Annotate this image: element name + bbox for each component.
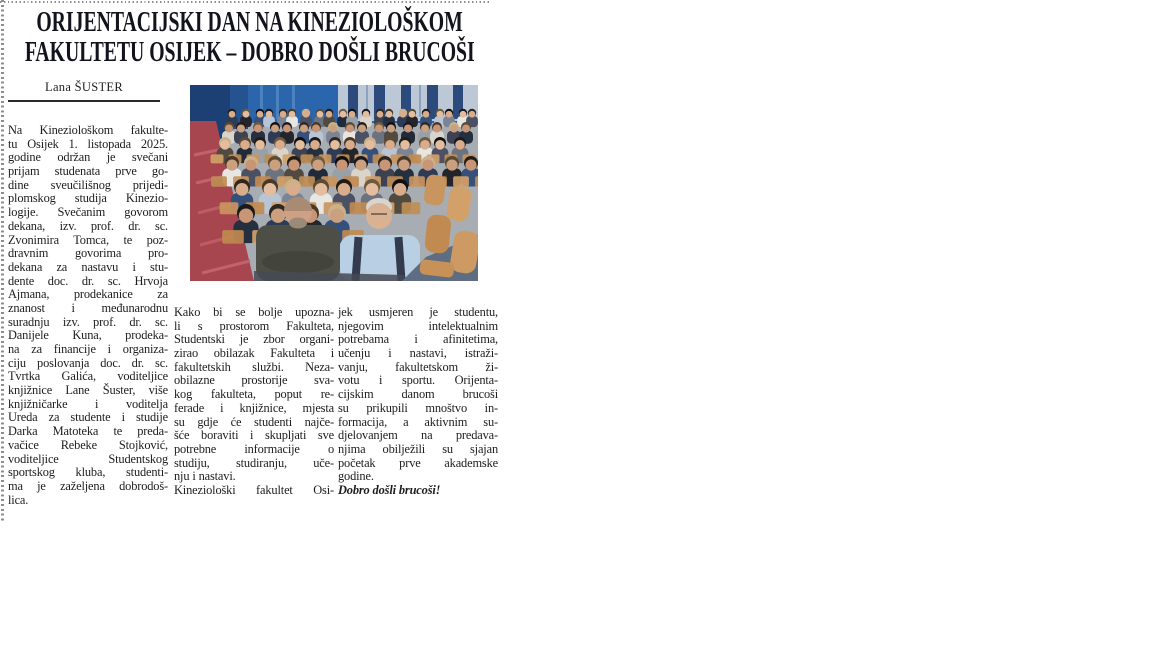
body-text-line: nju i nastavi.: [174, 469, 236, 484]
article-column-2: [174, 306, 334, 498]
body-text-line: godine.: [338, 469, 374, 484]
byline-block: [8, 80, 160, 102]
body-text-line: Danijele Kuna, prodeka-: [8, 328, 168, 343]
article-column-1: [8, 124, 168, 507]
body-text-line: potrebama i afinitetima,: [338, 332, 498, 347]
body-text-line: jek usmjeren je studentu,: [338, 305, 498, 319]
body-text-line: šće boraviti i skupljati sve: [174, 428, 334, 443]
body-text-line: Dobro došli brucoši!: [338, 482, 441, 497]
body-text-line: Kineziološki fakultet Osi-: [174, 482, 334, 497]
body-text-line: ciju poslovanja doc. dr. sc.: [8, 355, 168, 370]
body-text-line: godine održan je svečani: [8, 150, 168, 165]
body-text-line: dekana, izv. prof. dr. sc.: [8, 218, 168, 233]
body-text-line: Studentski je zbor organi-: [174, 332, 334, 347]
body-text-line: ma je zaželjena dobrodoš-: [8, 478, 168, 493]
body-text-line: vanju, fakultetskom ži-: [338, 359, 498, 374]
body-text-line: logije. Svečanim govorom: [8, 205, 168, 220]
body-text-line: Kako bi se bolje upozna-: [174, 305, 334, 319]
body-text-line: obilazne prostorije sva-: [174, 373, 334, 388]
body-text-line: dravnim govorima pro-: [8, 246, 168, 261]
headline-line-2: [6, 37, 494, 67]
body-text-line: li s prostorom Fakulteta,: [174, 318, 334, 333]
body-text-line: na za financije i organiza-: [8, 342, 168, 356]
body-text-line: dente doc. dr. sc. Hrvoja: [8, 273, 168, 288]
body-text-line: prijam studenata prve go-: [8, 164, 168, 179]
body-text-line: su prikupili mnoštvo in-: [338, 400, 498, 415]
left-dotted-divider: [1, 0, 4, 521]
body-text-line: Ureda za studente i studije: [8, 410, 168, 425]
byline-rule: [8, 100, 160, 102]
body-text-line: početak prve akademske: [338, 455, 498, 470]
body-text-line: djelovanjem na predava-: [338, 428, 498, 443]
body-text-line: suradnju izv. prof. dr. sc.: [8, 314, 168, 329]
headline-line-1: [6, 7, 494, 37]
headline-text: FAKULTETU OSIJEK – DOBRO DOŠLI BRUCOŠI: [25, 36, 475, 68]
body-text-line: dine sveučilišnog prijedi-: [8, 177, 168, 192]
top-dotted-divider: [0, 1, 489, 3]
body-text-line: plomskog studija Kinezio-: [8, 191, 168, 206]
body-text-line: sportskog kluba, studenti-: [8, 465, 168, 480]
body-text-line: znanost i međunarodnu: [8, 300, 168, 315]
body-text-line: voditeljice Studentskog: [8, 451, 168, 466]
body-text-line: Darka Matoteka te preda-: [8, 424, 168, 439]
article-headline: [6, 7, 494, 67]
headline-text: ORIJENTACIJSKI DAN NA KINEZIOLOŠKOM: [36, 6, 464, 38]
body-text-line: votu i sportu. Orijenta-: [338, 373, 498, 388]
article-column-3: [338, 306, 498, 498]
body-text-line: tu Osijek 1. listopada 2025.: [8, 136, 168, 151]
body-text-line: potrebne informacije o: [174, 441, 334, 456]
body-text-line: vačice Rebeke Stojković,: [8, 437, 168, 452]
byline-author: Lana ŠUSTER: [45, 80, 123, 94]
body-text-line: dekana za nastavu i stu-: [8, 259, 168, 274]
body-text-line: lica.: [8, 492, 29, 507]
body-text-line: formacija, a aktivnim su-: [338, 414, 498, 429]
lecture-hall-photo: [190, 85, 478, 281]
body-text-line: knjižničarke i voditelja: [8, 396, 168, 411]
body-text-line: su gdje će studenti najče-: [174, 414, 334, 429]
body-text-line: Tvrtka Galića, voditeljice: [8, 369, 168, 384]
body-text-line: njegovim intelektualnim: [338, 318, 498, 333]
body-text-line: cijskim danom brucoši: [338, 387, 498, 402]
body-text-line: studiju, studiranju, uče-: [174, 455, 334, 470]
body-text-line: ferade i knjižnice, mjesta: [174, 400, 334, 415]
body-text-line: knjižnice Lane Šuster, više: [8, 383, 168, 398]
body-text-line: zirao obilazak Fakulteta i: [174, 346, 334, 361]
body-text-line: Ajmana, prodekanice za: [8, 287, 168, 302]
body-text-line: njima obilježili su sjajan: [338, 441, 498, 456]
body-text-line: Na Kineziološkom fakulte-: [8, 123, 168, 137]
body-text-line: kog fakulteta, poput re-: [174, 387, 334, 402]
body-text-line: Zvonimira Tomca, te poz-: [8, 232, 168, 247]
body-text-line: učenju i nastavi, istraži-: [338, 346, 498, 361]
body-text-line: fakultetskih službi. Neza-: [174, 359, 334, 374]
